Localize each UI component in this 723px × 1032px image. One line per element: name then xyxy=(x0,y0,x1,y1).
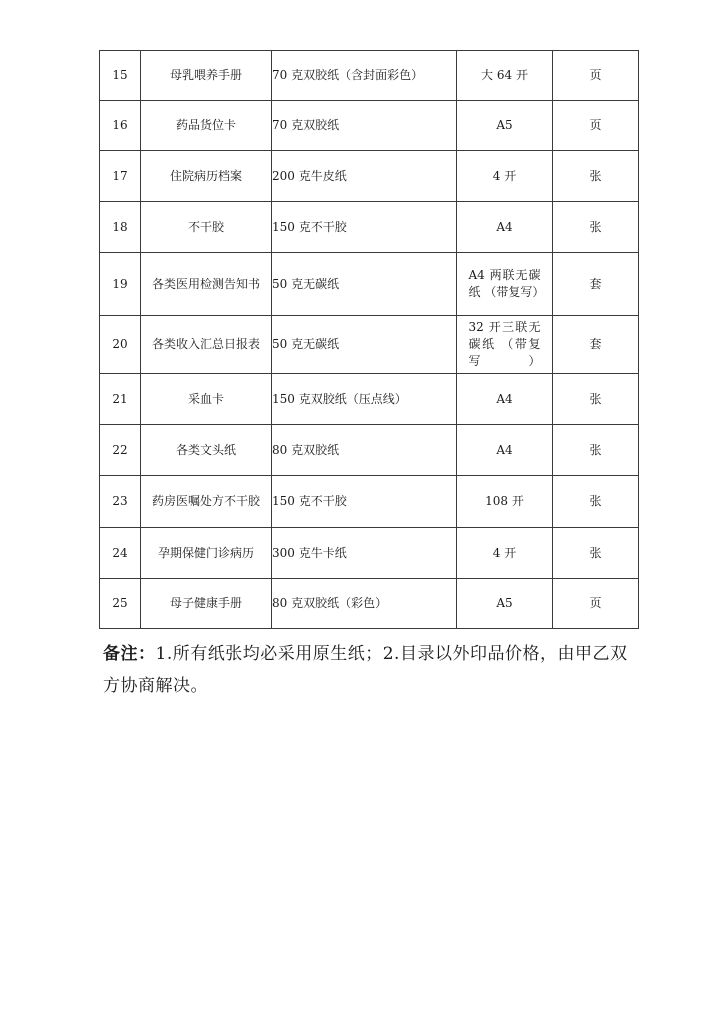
paper-spec: 150 克双胶纸（压点线） xyxy=(272,374,457,425)
row-number: 19 xyxy=(100,253,141,316)
remarks-text: 1.所有纸张均必采用原生纸；2.目录以外印品价格，由甲乙双方协商解决。 xyxy=(103,644,628,696)
table-row xyxy=(100,316,639,374)
row-number: 25 xyxy=(100,579,141,629)
paper-size: A4 xyxy=(457,374,553,425)
item-name: 不干胶 xyxy=(141,202,272,253)
paper-spec: 80 克双胶纸（彩色） xyxy=(272,579,457,629)
unit: 页 xyxy=(553,101,639,151)
remarks-label: 备注： xyxy=(103,644,156,664)
item-name: 孕期保健门诊病历 xyxy=(141,528,272,579)
paper-size: A5 xyxy=(457,579,553,629)
unit: 张 xyxy=(553,528,639,579)
remarks-note xyxy=(103,638,638,702)
item-name: 药品货位卡 xyxy=(141,101,272,151)
unit: 套 xyxy=(553,316,639,374)
item-name: 各类文头纸 xyxy=(141,425,272,476)
row-number: 22 xyxy=(100,425,141,476)
paper-size: 4 开 xyxy=(457,528,553,579)
paper-size: 大 64 开 xyxy=(457,51,553,101)
paper-spec: 70 克双胶纸 xyxy=(272,101,457,151)
paper-size: 108 开 xyxy=(457,476,553,528)
paper-size: 4 开 xyxy=(457,151,553,202)
row-number: 21 xyxy=(100,374,141,425)
unit: 页 xyxy=(553,51,639,101)
unit: 张 xyxy=(553,425,639,476)
paper-spec: 80 克双胶纸 xyxy=(272,425,457,476)
item-name: 药房医嘱处方不干胶 xyxy=(141,476,272,528)
paper-size: 32 开三联无碳纸 （带复写） xyxy=(457,316,553,374)
paper-size: A4 xyxy=(457,425,553,476)
paper-spec: 300 克牛卡纸 xyxy=(272,528,457,579)
row-number: 18 xyxy=(100,202,141,253)
print-items-table xyxy=(99,50,639,629)
paper-spec: 50 克无碳纸 xyxy=(272,316,457,374)
unit: 张 xyxy=(553,476,639,528)
unit: 张 xyxy=(553,151,639,202)
table-row xyxy=(100,528,639,579)
unit: 张 xyxy=(553,374,639,425)
row-number: 23 xyxy=(100,476,141,528)
item-name: 母子健康手册 xyxy=(141,579,272,629)
row-number: 17 xyxy=(100,151,141,202)
unit: 张 xyxy=(553,202,639,253)
table-row xyxy=(100,425,639,476)
unit: 页 xyxy=(553,579,639,629)
paper-size: A4 两联无碳纸 （带复写） xyxy=(457,253,553,316)
item-name: 各类医用检测告知书 xyxy=(141,253,272,316)
row-number: 15 xyxy=(100,51,141,101)
row-number: 24 xyxy=(100,528,141,579)
table-row xyxy=(100,51,639,101)
paper-spec: 150 克不干胶 xyxy=(272,202,457,253)
paper-spec: 50 克无碳纸 xyxy=(272,253,457,316)
table-row xyxy=(100,101,639,151)
row-number: 20 xyxy=(100,316,141,374)
table-row xyxy=(100,202,639,253)
table-row xyxy=(100,253,639,316)
paper-size: A4 xyxy=(457,202,553,253)
paper-spec: 150 克不干胶 xyxy=(272,476,457,528)
paper-size: A5 xyxy=(457,101,553,151)
unit: 套 xyxy=(553,253,639,316)
item-name: 各类收入汇总日报表 xyxy=(141,316,272,374)
table-row xyxy=(100,579,639,629)
item-name: 采血卡 xyxy=(141,374,272,425)
table-row xyxy=(100,476,639,528)
table-row xyxy=(100,151,639,202)
paper-spec: 200 克牛皮纸 xyxy=(272,151,457,202)
item-name: 母乳喂养手册 xyxy=(141,51,272,101)
table-row xyxy=(100,374,639,425)
item-name: 住院病历档案 xyxy=(141,151,272,202)
row-number: 16 xyxy=(100,101,141,151)
paper-spec: 70 克双胶纸（含封面彩色） xyxy=(272,51,457,101)
